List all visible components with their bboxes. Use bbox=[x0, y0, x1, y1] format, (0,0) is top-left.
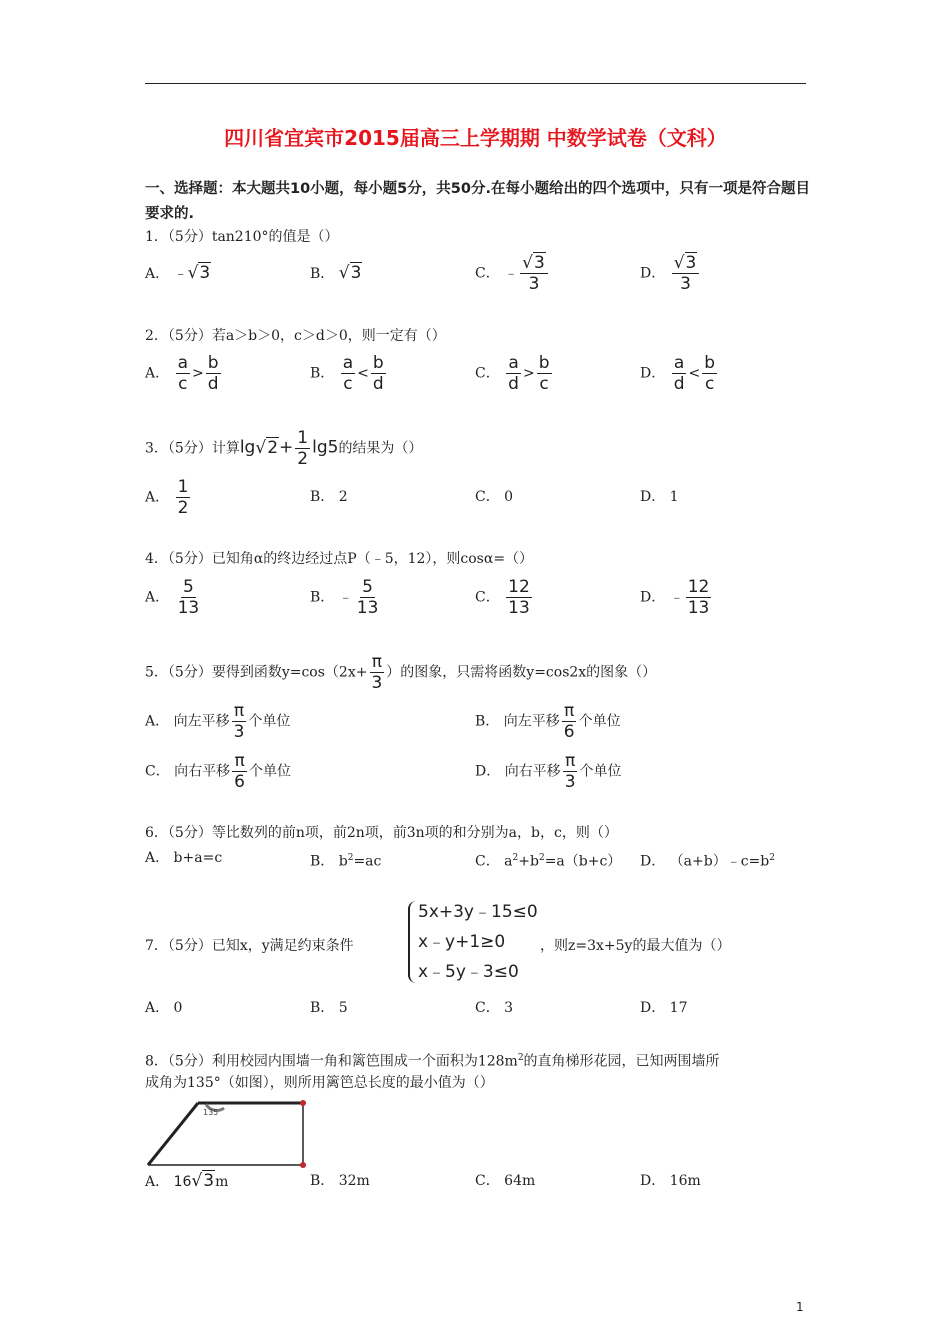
angle-label: 135 bbox=[203, 1108, 219, 1117]
section-heading: 一、选择题：本大题共10小题，每小题5分，共50分.在每小题给出的四个选项中，只有一项是符合题目要求的. bbox=[145, 181, 810, 222]
q1-option-c: C． ﹣ $\frac{√3}{3}$ bbox=[475, 253, 550, 294]
q2-option-c: C． $\frac{a}{d}$ > $\frac{b}{c}$ bbox=[475, 353, 550, 394]
q4-option-d: D． ﹣ $\frac{12}{13}$ bbox=[640, 577, 710, 618]
q7-option-c: C． 3 bbox=[475, 1000, 514, 1016]
question-1-stem: 1．（5分）tan210°的值是（） bbox=[145, 229, 339, 245]
q3-option-a: A． $\frac{1}{2}$ bbox=[145, 477, 189, 518]
question-5-stem: 5．（5分）要得到函数y=cos（2x+ $\frac{\pi}{3}$ ）的图象，只需将函数y=cos2x的图象（） bbox=[145, 652, 657, 693]
constraint-1: 5x+3y﹣15≤0 bbox=[418, 902, 538, 922]
page-title: 四川省宜宾市2015届高三上学期期 中数学试卷（文科） bbox=[224, 126, 727, 150]
q2-option-b: B． $\frac{a}{c}$ < $\frac{b}{d}$ bbox=[310, 353, 384, 394]
q2-option-d: D． $\frac{a}{d}$ < $\frac{b}{c}$ bbox=[640, 353, 716, 394]
q1-option-b: B． √3 bbox=[310, 263, 362, 283]
q6-option-a: A． b+a=c bbox=[145, 850, 223, 866]
question-8-line-2: 成角为135°（如图），则所用篱笆总长度的最小值为（） bbox=[145, 1075, 494, 1091]
brace bbox=[408, 901, 416, 983]
q6-option-b: B． $b^2=ac$ bbox=[310, 853, 382, 870]
q2-option-a: A． $\frac{a}{c}$ > $\frac{b}{d}$ bbox=[145, 353, 219, 394]
question-8-line-1: 8．（5分）利用校园内围墙一角和篱笆围成一个面积为$128m^2$的直角梯形花园，已知两围墙所 bbox=[145, 1053, 720, 1070]
q3-option-b: B． 2 bbox=[310, 489, 348, 505]
q1-option-a: A． ﹣√3 bbox=[145, 263, 211, 283]
question-7-stem-pre: 7．（5分）已知x，y满足约束条件 bbox=[145, 938, 354, 954]
q5-option-a: A． 向左平移 $\frac{\pi}{3}$ 个单位 bbox=[145, 701, 291, 742]
question-6-stem: 6．（5分）等比数列的前n项，前2n项，前3n项的和分别为a，b，c，则（） bbox=[145, 825, 618, 841]
q7-option-b: B． 5 bbox=[310, 1000, 348, 1016]
q3-option-c: C． 0 bbox=[475, 489, 514, 505]
q6-option-c: C． $a^2+b^2=a(b+c)$ bbox=[475, 853, 622, 870]
question-7-stem-post: ，则z=3x+5y的最大值为（） bbox=[540, 938, 731, 954]
q8-option-d: D． 16m bbox=[640, 1173, 701, 1189]
q5-option-d: D． 向右平移 $\frac{\pi}{3}$ 个单位 bbox=[475, 751, 622, 792]
q3-option-d: D． 1 bbox=[640, 489, 679, 505]
constraint-2: x﹣y+1≥0 bbox=[418, 932, 506, 952]
q6-option-d: D． $(a+b)﹣c=b^2$ bbox=[640, 853, 775, 870]
q4-option-c: C． $\frac{12}{13}$ bbox=[475, 577, 530, 618]
constraint-system bbox=[408, 897, 538, 987]
q8-option-c: C． 64m bbox=[475, 1173, 536, 1189]
question-3-stem: 3．（5分）计算lg√2+ $\frac{1}{2}$ lg5的结果为（） bbox=[145, 428, 423, 469]
q1-option-d: D． $\frac{√3}{3}$ bbox=[640, 253, 701, 294]
q8-option-b: B． 32m bbox=[310, 1173, 370, 1189]
q4-option-b: B． ﹣ $\frac{5}{13}$ bbox=[310, 577, 379, 618]
page-number: 1 bbox=[796, 1300, 804, 1314]
q7-option-a: A． 0 bbox=[145, 1000, 183, 1016]
vertex-top-right bbox=[300, 1100, 306, 1106]
header-rule bbox=[145, 83, 806, 84]
constraint-3: x﹣5y﹣3≤0 bbox=[418, 962, 519, 982]
q4-option-a: A． $\frac{5}{13}$ bbox=[145, 577, 200, 618]
q5-option-c: C． 向右平移 $\frac{\pi}{6}$ 个单位 bbox=[145, 751, 291, 792]
q7-option-d: D． 17 bbox=[640, 1000, 688, 1016]
wall-slanted bbox=[148, 1103, 198, 1165]
question-4-stem: 4．（5分）已知角α的终边经过点P（﹣5，12），则cosα=（） bbox=[145, 551, 534, 567]
vertex-bottom-right bbox=[300, 1162, 306, 1168]
trapezoid-figure bbox=[140, 1095, 315, 1170]
q8-option-a: A． 16√3m bbox=[145, 1171, 229, 1191]
q5-option-b: B． 向左平移 $\frac{\pi}{6}$ 个单位 bbox=[475, 701, 621, 742]
question-2-stem: 2．（5分）若a＞b＞0，c＞d＞0，则一定有（） bbox=[145, 328, 446, 344]
